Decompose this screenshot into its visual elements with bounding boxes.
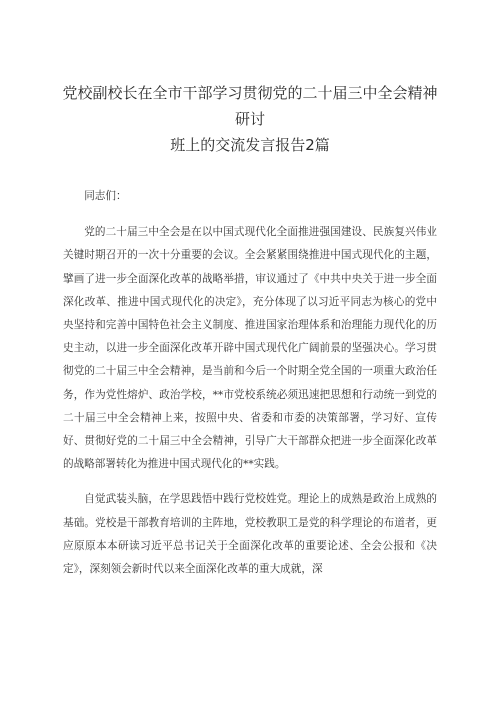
title-line-1: 党校副校长在全市干部学习贯彻党的二十届三中全会精神研讨 xyxy=(62,84,438,128)
document-body xyxy=(63,185,437,581)
document-title xyxy=(60,80,440,158)
paragraph-2: 自觉武装头脑，在学思践悟中践行党校姓党。理论上的成熟是政治上成熟的基础。党校是干部教育培训的主阵地，党校教职工是党的科学理论的布道者，更应原原本本研读习近平总书记关于全面深化改革的重要论述、全会公报和《决定》，深刻领会新时代以来全面深化改革的重大成就，深 xyxy=(63,493,437,576)
paragraph-1: 党的二十届三中全会是在以中国式现代化全面推进强国建设、民族复兴伟业关键时期召开的一次十分重要的会议。全会紧紧围绕推进中国式现代化的主题，擘画了进一步全面深化改革的战略举措，审议通过了《中共中央关于进一步全面深化改革、推进中国式现代化的决定》，充分体现了以习近平同志为核心的党中央坚持和完善中国特色社会主义制度、推进国家治理体系和治理能力现代化的历史主动，以进一步全面深化改革开辟中国式现代化广阔前景的坚强决心。学习贯彻党的二十届三中全会精神，是当前和今后一个时期全党全国的一项重大政治任务，作为党性熔炉、政治学校，**市党校系统必须迅速把思想和行动统一到党的二十届三中全会精神上来，按照中央、省委和市委的决策部署，学习好、宣传好、贯彻好党的二十届三中全会精神，引导广大干部群众把进一步全面深化改革的战略部署转化为推进中国式现代化的**实践。 xyxy=(63,226,437,471)
salutation: 同志们： xyxy=(84,190,127,202)
title-line-2: 班上的交流发言报告2篇 xyxy=(170,136,330,154)
